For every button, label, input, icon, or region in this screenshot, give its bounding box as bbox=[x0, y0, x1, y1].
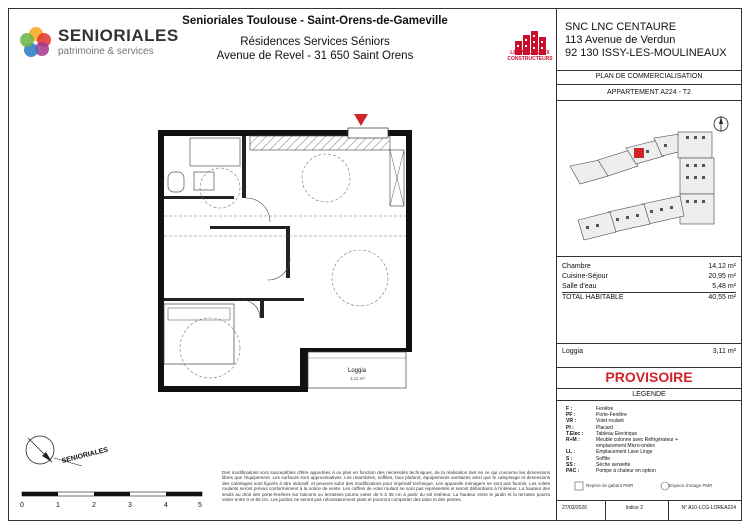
legend-item: VR : Volet roulant bbox=[566, 418, 624, 425]
scale-tick: 5 bbox=[198, 502, 202, 509]
status-badge: PROVISOIRE bbox=[605, 369, 693, 385]
legend-list bbox=[566, 406, 736, 474]
loggia-value: 3,11 m² bbox=[712, 348, 736, 355]
footer-date: 27/03/2026 bbox=[562, 505, 588, 511]
legend-item: emplacement Micro-ondes bbox=[596, 443, 655, 450]
loggia-label: Loggia bbox=[562, 348, 584, 355]
company-address1: 113 Avenue de Verdun bbox=[565, 34, 676, 46]
symbol-legend bbox=[586, 483, 712, 488]
divider bbox=[556, 367, 742, 368]
company-block bbox=[565, 21, 727, 60]
page-subtitle: Résidences Services Séniors bbox=[240, 36, 390, 48]
divider bbox=[556, 500, 742, 501]
loggia-room-area: 3,11 m² bbox=[350, 376, 365, 381]
brand-name: SENIORIALES bbox=[58, 26, 179, 45]
brand-flower-icon bbox=[18, 24, 54, 60]
surface-table bbox=[562, 262, 736, 302]
footer-index: Indice 2 bbox=[625, 505, 643, 511]
divider bbox=[556, 388, 742, 389]
loggia-room-label: Loggia bbox=[348, 368, 367, 374]
legend-item: PI : Placard bbox=[566, 424, 613, 431]
apartment-label: APPARTEMENT A224 - T2 bbox=[607, 89, 691, 96]
scale-tick: 4 bbox=[164, 502, 168, 509]
footer-ref: N° A10-LCG-LOREA224 bbox=[681, 505, 736, 511]
legend-item: S : Soffite bbox=[566, 455, 611, 462]
divider bbox=[556, 400, 742, 401]
scale-tick: 3 bbox=[128, 502, 132, 509]
surface-row-total bbox=[562, 292, 736, 302]
symbol-left-label: Repère de gabarit PMR bbox=[586, 483, 634, 488]
divider bbox=[556, 100, 742, 101]
brand-logo bbox=[18, 22, 198, 62]
legend-item: SS : Sèche serviette bbox=[566, 461, 631, 468]
surface-label: Salle d'eau bbox=[562, 283, 597, 290]
scale-segment bbox=[22, 492, 58, 496]
company-address2: 92 130 ISSY-LES-MOULINEAUX bbox=[565, 47, 727, 59]
legend-item: PF : Porte-Fenêtre bbox=[566, 412, 627, 419]
surface-label: Chambre bbox=[562, 263, 591, 270]
company-name: SNC LNC CENTAURE bbox=[565, 21, 677, 33]
legend-item: T.Elec : Tableau Electrique bbox=[566, 430, 638, 437]
scale-segment bbox=[94, 492, 130, 496]
legend-item: LL : Emplacement Lave Linge bbox=[566, 449, 653, 456]
legend-item: PAC : Pompe à chaleur en option bbox=[566, 468, 656, 475]
total-value: 40,55 m² bbox=[708, 294, 736, 301]
surface-value: 20,95 m² bbox=[708, 273, 736, 280]
surface-value: 14,12 m² bbox=[708, 263, 736, 270]
surface-row-salle-eau bbox=[562, 282, 736, 292]
plan-label: PLAN DE COMMERCIALISATION bbox=[595, 73, 703, 80]
scale-tick: 2 bbox=[92, 502, 96, 509]
legend-item: F : Fenêtre bbox=[566, 406, 614, 412]
scale-tick: 0 bbox=[20, 502, 24, 509]
builder-name: LES NOUVEAUX CONSTRUCTEURS bbox=[507, 50, 553, 62]
divider bbox=[556, 343, 742, 344]
surface-row-chambre bbox=[562, 262, 736, 272]
total-label: TOTAL HABITABLE bbox=[562, 294, 624, 301]
surface-value: 5,48 m² bbox=[712, 283, 736, 290]
compass-icon bbox=[22, 428, 142, 474]
symbol-right-label: Espace d'usage PMR bbox=[669, 483, 713, 488]
site-plan bbox=[560, 120, 740, 252]
legend-item: R+M : Meuble colonne avec Réfrigérateur + bbox=[566, 437, 679, 444]
scale-segment bbox=[166, 492, 202, 496]
disclaimer-text: Des modifications sont susceptibles d'être apportées à ce plan en fonction des nécessités techniques, de la réalisation tant en ce qui concerne les dimensions libres que l'équipement. Les surfaces sont approximatives. Les retombées, soffites, faux plafond, équipements sanitaires ainsi que le calepinage et dimensions des carrelages sont figurés à titre indicatif, et peuvent subir des modifications pour impératif technique. Les appareils ménagers ne sont pas fournis. Les volets roulants seront prévus conformément à la notice de vente. Les coffres de volet roulant ne sont pas représentés et seront débordants à l'intérieur. La hauteur des seuils au droit des porte-fenêtres sur balcons ou terrasses pourra varier de 5 à 35 cm à partir du sol intérieur. La hauteur entre le jardin et la terrasse pourra varier entre 0 et 60 cm. Les jardins ne seront pas nécessairement plats et pourront comporter des talus et des pentes. bbox=[222, 470, 550, 503]
floor-plan bbox=[150, 108, 420, 408]
divider bbox=[556, 256, 742, 257]
page-title: Senioriales Toulouse - Saint-Orens-de-Gameville bbox=[182, 15, 448, 27]
page-address: Avenue de Revel - 31 650 Saint Orens bbox=[216, 50, 414, 62]
header-divider bbox=[556, 70, 742, 71]
compass-label: SENIORIALES bbox=[61, 446, 109, 465]
loggia-row bbox=[562, 348, 736, 355]
brand-tagline: patrimoine & services bbox=[58, 46, 154, 57]
pmr-template-icon bbox=[574, 481, 584, 491]
sheet-footer bbox=[556, 505, 742, 511]
scale-tick: 1 bbox=[56, 502, 60, 509]
surface-label: Cuisine-Séjour bbox=[562, 273, 608, 280]
legend-title: LEGENDE bbox=[632, 391, 666, 398]
scale-labels bbox=[20, 502, 206, 512]
surface-row-cuisine bbox=[562, 272, 736, 282]
divider bbox=[556, 84, 742, 85]
